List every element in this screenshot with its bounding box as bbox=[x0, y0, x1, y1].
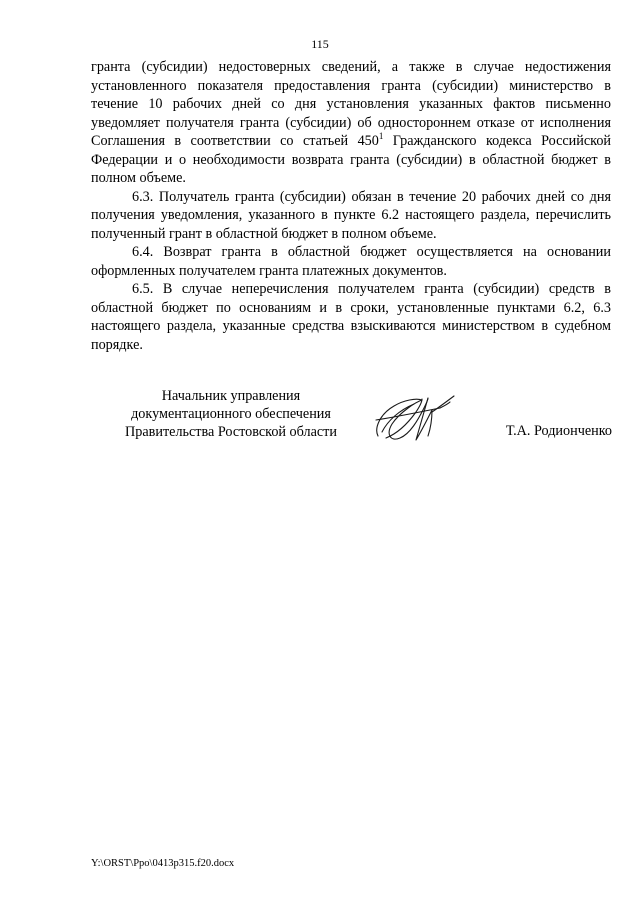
signer-position bbox=[91, 387, 371, 441]
position-line: документационного обеспечения bbox=[131, 406, 331, 422]
page-number: 115 bbox=[311, 37, 329, 51]
document-body bbox=[91, 58, 611, 354]
paragraph-text: гранта (субсидии) недостоверных сведений, а также в случае недостижения установленного показателя предоставления гранта (субсидии) министерство в течение 10 рабочих дней со дня установления указанных фактов письменно уведомляет получателя гранта (субсидии) об одностороннем отказе от исполнения Соглашения в соответствии со статьей 450 bbox=[91, 59, 611, 149]
file-path-footer: Y:\ORST\Ppo\0413p315.f20.docx bbox=[91, 858, 235, 869]
signer-name: Т.А. Родионченко bbox=[505, 423, 612, 439]
paragraph-continuation bbox=[91, 58, 611, 188]
paragraph-6-3: 6.3. Получатель гранта (субсидии) обязан в течение 20 рабочих дней со дня получения уведомления, указанного в пункте 6.2 настоящего раздела, перечислить полученный грант в областной бюджет в полном объеме. bbox=[91, 188, 611, 242]
handwritten-signature bbox=[370, 390, 470, 448]
position-line: Правительства Ростовской области bbox=[125, 424, 337, 440]
paragraph-text: Гражданского кодекса Российской Федерации и о необходимости возврата гранта (субсидии) в областной бюджет в полном объеме. bbox=[91, 133, 611, 186]
paragraph-6-4: 6.4. Возврат гранта в областной бюджет осуществляется на основании оформленных получателем гранта платежных документов. bbox=[91, 244, 611, 279]
position-line: Начальник управления bbox=[161, 388, 301, 404]
article-superscript: 1 bbox=[378, 131, 384, 141]
paragraph-6-5: 6.5. В случае неперечисления получателем гранта (субсидии) средств в областной бюджет по основаниям и в сроки, установленные пунктами 6.2, 6.3 настоящего раздела, указанные средства взыскиваются министерством в судебном порядке. bbox=[91, 281, 611, 353]
